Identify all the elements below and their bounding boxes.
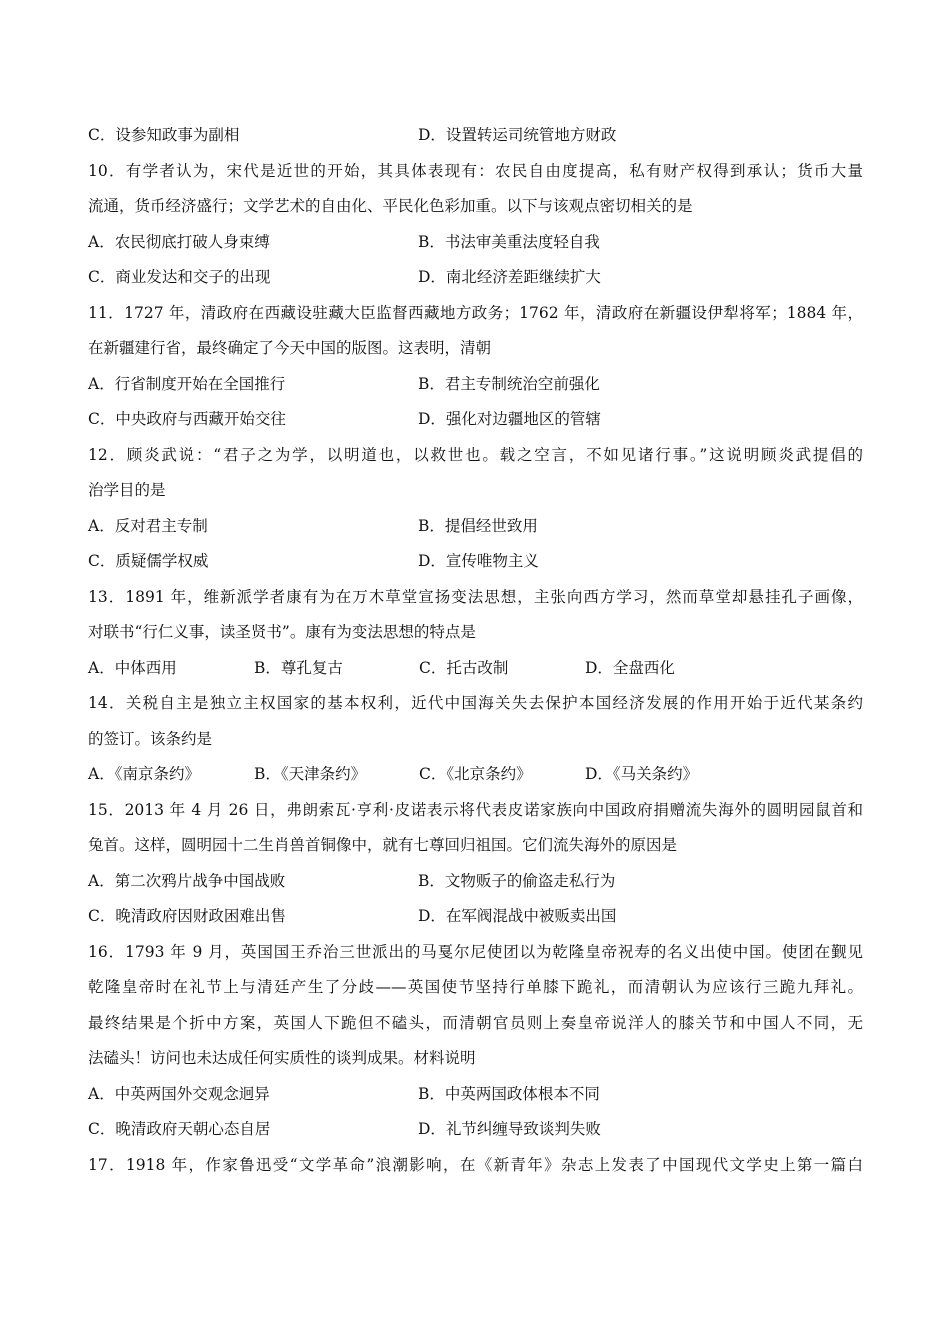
option-b: B．书法审美重法度轻自我 bbox=[418, 232, 600, 251]
options-row bbox=[88, 367, 863, 403]
question-14-stem: 14．关税自主是独立主权国家的基本权利，近代中国海关失去保护本国经济发展的作用开始于近代某条约 bbox=[88, 694, 863, 712]
option-a: A．中英两国外交观念迥异 bbox=[88, 1084, 270, 1103]
option-b: B．提倡经世致用 bbox=[418, 516, 538, 535]
option-a: A．行省制度开始在全国推行 bbox=[88, 374, 286, 393]
options-row bbox=[88, 509, 863, 545]
option-c: C．晚清政府因财政困难出售 bbox=[88, 907, 286, 925]
option-c: C．《北京条约》 bbox=[419, 765, 532, 783]
options-row bbox=[88, 260, 863, 296]
option-a: A．反对君主专制 bbox=[88, 516, 208, 535]
question-16-stem-cont: 乾隆皇帝时在礼节上与清廷产生了分歧——英国使节坚持行单膝下跪礼，而清朝认为应该行三跪九拜礼。 bbox=[88, 978, 863, 996]
options-row bbox=[88, 1112, 863, 1148]
options-row bbox=[88, 544, 863, 580]
option-d: D．礼节纠缠导致谈判失败 bbox=[418, 1120, 601, 1138]
options-row bbox=[88, 225, 863, 261]
question-16-stem-cont: 最终结果是个折中方案，英国人下跪但不磕头，而清朝官员则上奏皇帝说洋人的膝关节和中国人不同，无 bbox=[88, 1013, 863, 1032]
option-c: C．晚清政府天朝心态自居 bbox=[88, 1120, 271, 1138]
option-d: D．全盘西化 bbox=[585, 658, 675, 677]
question-10-stem: 10．有学者认为，宋代是近世的开始，其具体表现有：农民自由度提高，私有财产权得到承认；货币大量 bbox=[88, 161, 863, 180]
question-17-stem: 17．1918 年，作家鲁迅受“文学革命”浪潮影响，在《新青年》杂志上发表了中国现代文学史上第一篇白 bbox=[88, 1155, 863, 1174]
question-14-stem-cont: 的签订。该条约是 bbox=[88, 729, 213, 748]
options-row bbox=[88, 757, 863, 793]
option-b: B．《天津条约》 bbox=[254, 765, 367, 783]
option-b: B．君主专制统治空前强化 bbox=[418, 374, 600, 393]
option-a: A．农民彻底打破人身束缚 bbox=[88, 232, 270, 251]
option-d: D．宣传唯物主义 bbox=[418, 552, 539, 570]
option-b: B．尊孔复古 bbox=[254, 658, 343, 677]
question-13-stem: 13．1891 年，维新派学者康有为在万木草堂宣扬变法思想，主张向西方学习，然而草堂却悬挂孔子画像， bbox=[88, 587, 863, 606]
options-row bbox=[88, 402, 863, 438]
question-15-stem-cont: 兔首。这样，圆明园十二生肖兽首铜像中，就有七尊回归祖国。它们流失海外的原因是 bbox=[88, 836, 678, 854]
option-b: B．文物贩子的偷盗走私行为 bbox=[418, 871, 616, 890]
options-row bbox=[88, 864, 863, 900]
option-d: D．设置转运司统管地方财政 bbox=[418, 126, 617, 144]
exam-page bbox=[88, 118, 863, 1183]
question-10-stem-cont: 流通，货币经济盛行；文学艺术的自由化、平民化色彩加重。以下与该观点密切相关的是 bbox=[88, 197, 693, 215]
question-12-stem-cont: 治学目的是 bbox=[88, 481, 166, 499]
question-15-stem: 15．2013 年 4 月 26 日，弗朗索瓦·亨利·皮诺表示将代表皮诺家族向中国政府捐赠流失海外的圆明园鼠首和 bbox=[88, 800, 863, 819]
option-c: C．商业发达和交子的出现 bbox=[88, 268, 271, 286]
option-d: D．《马关条约》 bbox=[585, 765, 699, 783]
option-c: C．托古改制 bbox=[419, 658, 509, 677]
options-row bbox=[88, 1077, 863, 1113]
options-row bbox=[88, 651, 863, 687]
options-row bbox=[88, 118, 863, 154]
option-d: D．强化对边疆地区的管辖 bbox=[418, 410, 601, 428]
question-16-stem-cont: 法磕头！访问也未达成任何实质性的谈判成果。材料说明 bbox=[88, 1049, 476, 1067]
option-c: C．质疑儒学权威 bbox=[88, 552, 209, 570]
question-11-stem-cont: 在新疆建行省，最终确定了今天中国的版图。这表明，清朝 bbox=[88, 339, 492, 357]
option-b: B．中英两国政体根本不同 bbox=[418, 1084, 600, 1103]
question-13-stem-cont: 对联书“行仁义事，读圣贤书”。康有为变法思想的特点是 bbox=[88, 623, 476, 641]
option-a: A．第二次鸦片战争中国战败 bbox=[88, 871, 286, 890]
option-d: D．南北经济差距继续扩大 bbox=[418, 268, 601, 286]
option-c: C．设参知政事为副相 bbox=[88, 126, 240, 144]
options-row bbox=[88, 899, 863, 935]
option-a: A．中体西用 bbox=[88, 658, 177, 677]
option-d: D．在军阀混战中被贩卖出国 bbox=[418, 907, 617, 925]
question-11-stem: 11．1727 年，清政府在西藏设驻藏大臣监督西藏地方政务；1762 年，清政府在新疆设伊犁将军；1884 年， bbox=[88, 303, 863, 322]
option-c: C．中央政府与西藏开始交往 bbox=[88, 410, 286, 428]
option-a: A．《南京条约》 bbox=[88, 765, 200, 783]
question-16-stem: 16．1793 年 9 月，英国国王乔治三世派出的马戛尔尼使团以为乾隆皇帝祝寿的名义出使中国。使团在觐见 bbox=[88, 942, 863, 961]
question-12-stem: 12．顾炎武说：“君子之为学，以明道也，以救世也。载之空言，不如见诸行事。”这说明顾炎武提倡的 bbox=[88, 445, 863, 464]
